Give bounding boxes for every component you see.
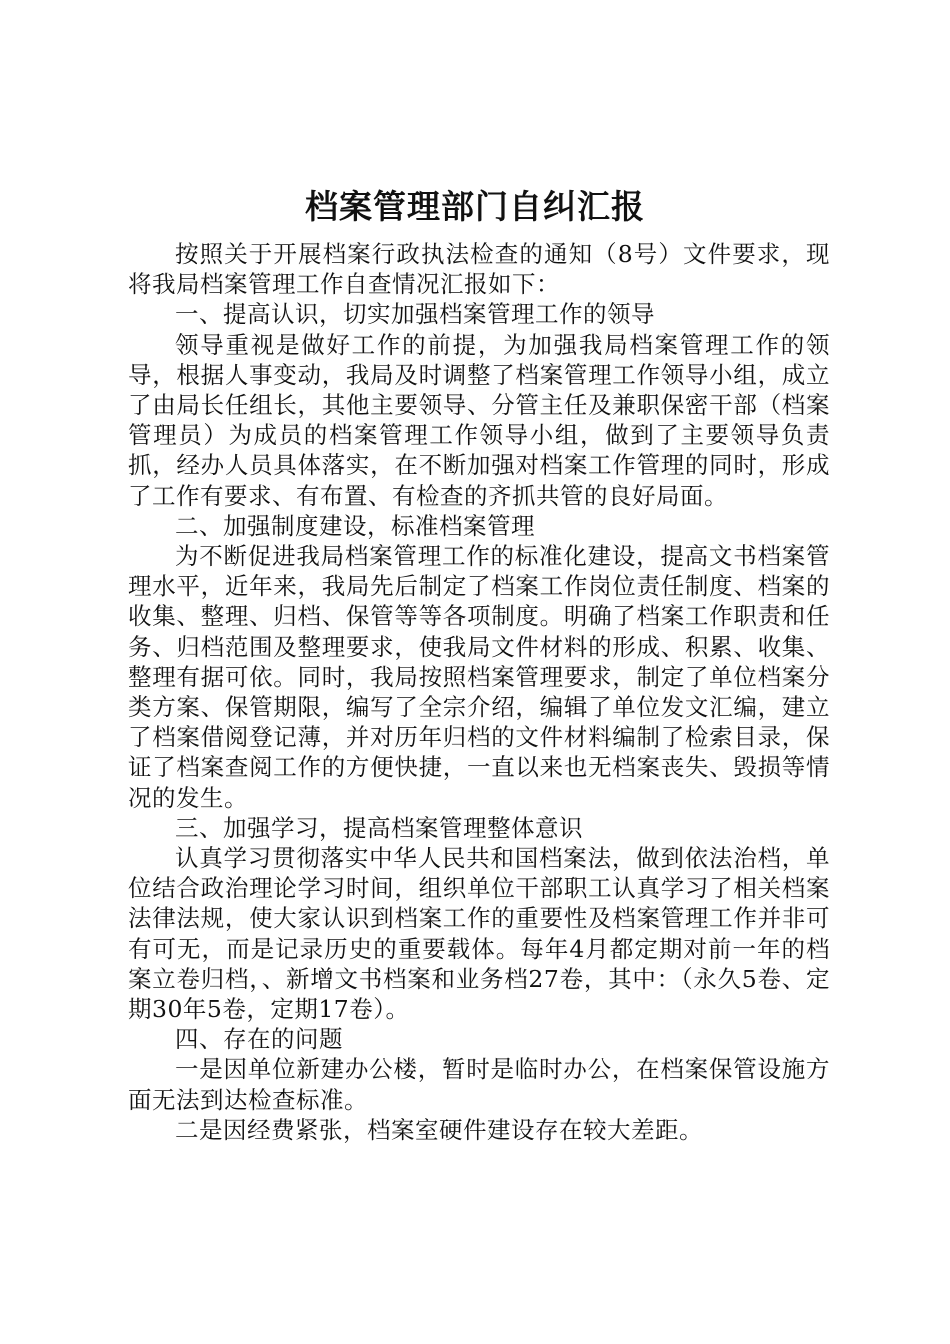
section-heading-4: 四、存在的问题 xyxy=(175,1025,343,1054)
document-title: 档案管理部门自纠汇报 xyxy=(305,187,645,226)
section-heading-2: 二、加强制度建设，标准档案管理 xyxy=(175,511,535,540)
document-body xyxy=(128,239,830,1145)
section-paragraph-3: 认真学习贯彻落实中华人民共和国档案法，做到依法治档，单位结合政治理论学习时间，组织单位干部职工认真学习了相关档案法律法规，使大家认识到档案工作的重要性及档案管理工作并非可有可无，而是记录历史的重要载体。每年4月都定期对前一年的档案立卷归档，、新增文书档案和业务档27卷，其中：（永久5卷、定期30年5卷，定期17卷）。 xyxy=(128,844,830,1024)
section-paragraph-1: 领导重视是做好工作的前提，为加强我局档案管理工作的领导，根据人事变动，我局及时调整了档案管理工作领导小组，成立了由局长任组长，其他主要领导、分管主任及兼职保密干部（档案管理员）为成员的档案管理工作领导小组，做到了主要领导负责抓，经办人员具体落实，在不断加强对档案工作管理的同时，形成了工作有要求、有布置、有检查的齐抓共管的良好局面。 xyxy=(128,330,830,510)
problem-item-2: 二是因经费紧张，档案室硬件建设存在较大差距。 xyxy=(175,1115,703,1144)
intro-paragraph: 按照关于开展档案行政执法检查的通知（8号）文件要求，现将我局档案管理工作自查情况汇报如下： xyxy=(128,240,830,299)
section-heading-3: 三、加强学习，提高档案管理整体意识 xyxy=(175,813,583,842)
section-paragraph-2: 为不断促进我局档案管理工作的标准化建设，提高文书档案管理水平，近年来，我局先后制定了档案工作岗位责任制度、档案的收集、整理、归档、保管等等各项制度。明确了档案工作职责和任务、归档范围及整理要求，使我局文件材料的形成、积累、收集、整理有据可依。同时，我局按照档案管理要求，制定了单位档案分类方案、保管期限，编写了全宗介绍，编辑了单位发文汇编，建立了档案借阅登记薄，并对历年归档的文件材料编制了检索目录，保证了档案查阅工作的方便快捷，一直以来也无档案丧失、毁损等情况的发生。 xyxy=(128,542,830,812)
section-heading-1: 一、提高认识，切实加强档案管理工作的领导 xyxy=(175,300,655,329)
problem-item-1: 一是因单位新建办公楼，暂时是临时办公，在档案保管设施方面无法到达检查标准。 xyxy=(128,1055,830,1114)
